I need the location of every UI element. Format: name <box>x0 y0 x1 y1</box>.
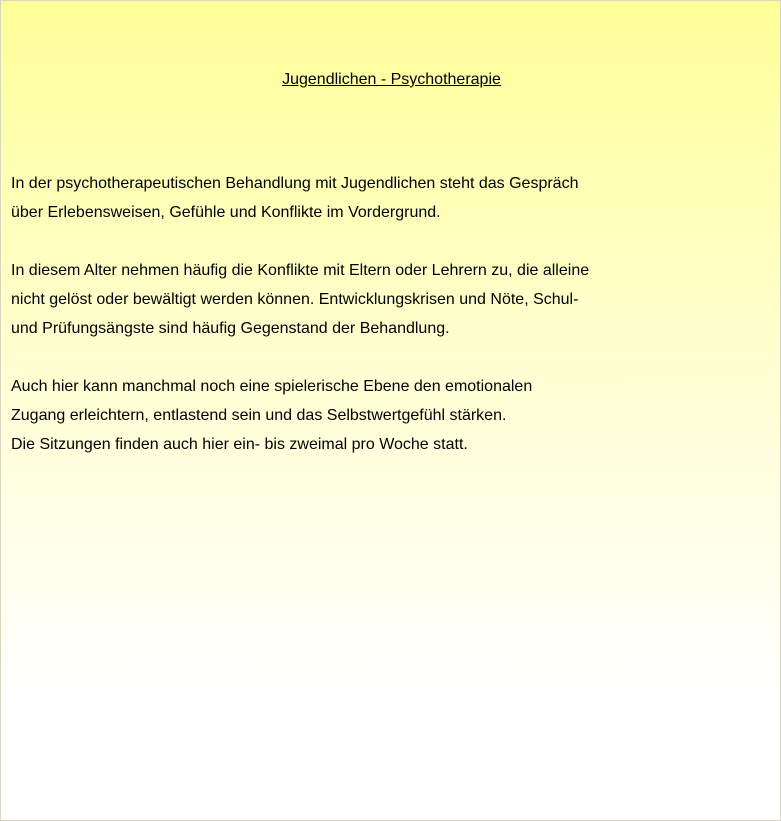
text-line: nicht gelöst oder bewältigt werden können. Entwicklungskrisen und Nöte, Schul- <box>11 291 579 308</box>
paragraph-spacer <box>11 343 751 372</box>
text-line: und Prüfungsängste sind häufig Gegenstand der Behandlung. <box>11 320 450 337</box>
text-line: über Erlebensweisen, Gefühle und Konflikte im Vordergrund. <box>11 204 441 221</box>
text-line: Auch hier kann manchmal noch eine spielerische Ebene den emotionalen <box>11 378 533 395</box>
paragraph-conflicts <box>11 256 751 343</box>
paragraph-sessions <box>11 372 751 459</box>
text-line: In diesem Alter nehmen häufig die Konflikte mit Eltern oder Lehrern zu, die alleine <box>11 262 590 279</box>
paragraph-spacer <box>11 227 751 256</box>
page-title: Jugendlichen - Psychotherapie <box>282 71 501 88</box>
text-line: In der psychotherapeutischen Behandlung mit Jugendlichen steht das Gespräch <box>11 175 579 192</box>
text-line: Die Sitzungen finden auch hier ein- bis zweimal pro Woche statt. <box>11 436 468 453</box>
body-text <box>11 169 751 459</box>
paragraph-intro <box>11 169 751 227</box>
text-line: Zugang erleichtern, entlastend sein und das Selbstwertgefühl stärken. <box>11 407 507 424</box>
